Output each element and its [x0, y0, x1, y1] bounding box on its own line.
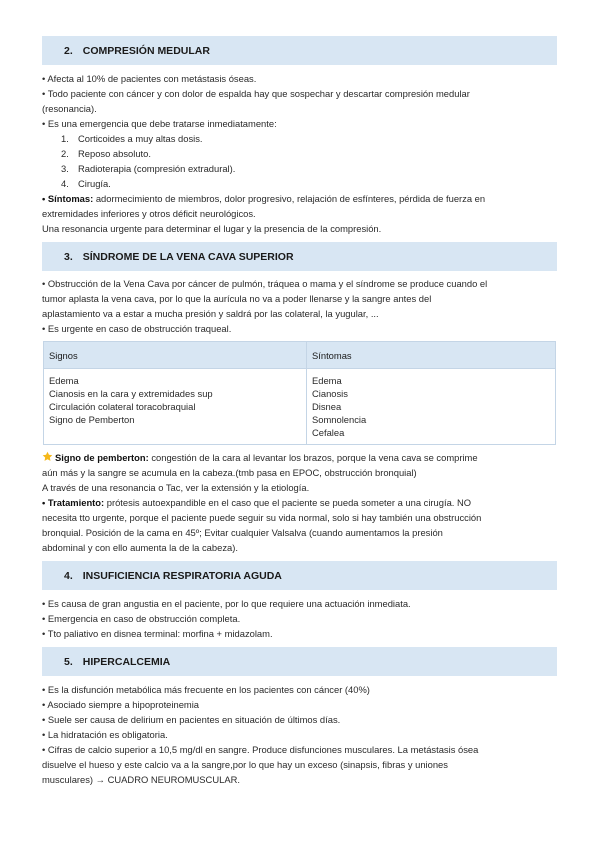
paragraph-line: extremidades inferiores y otros déficit neurológicos. [42, 208, 256, 219]
section-title: COMPRESIÓN MEDULAR [82, 44, 210, 57]
paragraph-line: • Todo paciente con cáncer y con dolor de espalda hay que sospechar y descartar compresión medular [42, 88, 470, 99]
section-number: 4. [64, 569, 73, 582]
table-cell-line: Signo de Pemberton [49, 414, 135, 425]
section-5-body [42, 682, 557, 787]
paragraph-line: • Asociado siempre a hipoproteinemia [42, 699, 200, 710]
section-number: 5. [64, 655, 73, 668]
paragraph-line: • La hidratación es obligatoria. [42, 729, 168, 740]
paragraph-line: A través de una resonancia o Tac, ver la extensión y la etiología. [42, 482, 310, 493]
table-cell-line: Cefalea [312, 427, 345, 438]
sintomas-cell [307, 369, 556, 445]
section-title: HIPERCALCEMIA [82, 655, 171, 668]
table-cell-line: Somnolencia [312, 414, 367, 425]
section-title: SÍNDROME DE LA VENA CAVA SUPERIOR [82, 250, 294, 263]
signos-cell [44, 369, 307, 445]
paragraph-line: • Cifras de calcio superior a 10,5 mg/dl en sangre. Produce disfunciones musculares. La metástasis ósea [42, 744, 479, 755]
treatment-list [42, 131, 557, 191]
section-4-header [42, 561, 557, 590]
list-item: 4. Cirugía. [61, 178, 111, 189]
list-item: 1. Corticoides a muy altas dosis. [61, 133, 203, 144]
paragraph-line: • Es urgente en caso de obstrucción traqueal. [42, 323, 232, 334]
paragraph-line: bronquial. Posición de la cama en 45º; Evitar cualquier Valsalva (cuando aumentamos la presión [42, 527, 443, 538]
section-2-header [42, 36, 557, 65]
section-2-body [42, 71, 557, 236]
star-icon [42, 451, 53, 462]
symptoms-line: • Síntomas: adormecimiento de miembros, dolor progresivo, relajación de esfínteres, pérdida de fuerza en [42, 193, 486, 204]
paragraph-line: tumor aplasta la vena cava, por lo que la aurícula no va a poder llenarse y la sangre antes del [42, 293, 432, 304]
table-cell-line: Cianosis en la cara y extremidades sup [49, 388, 213, 399]
table-header-sintomas: Síntomas [307, 342, 556, 369]
table-cell-line: Circulación colateral toracobraquial [49, 401, 196, 412]
section-title: INSUFICIENCIA RESPIRATORIA AGUDA [82, 569, 282, 582]
paragraph-line: • Es la disfunción metabólica más frecuente en los pacientes con cáncer (40%) [42, 684, 370, 695]
table-cell-line: Disnea [312, 401, 342, 412]
section-3-body [42, 276, 557, 555]
pemberton-line: Signo de pemberton: congestión de la cara al levantar los brazos, porque la vena cava se comprime [42, 450, 557, 465]
paragraph-line: disuelve el hueso y este calcio va a la sangre,por lo que hay un exceso (sinapsis, fibras y uniones [42, 759, 448, 770]
section-3-header [42, 242, 557, 271]
table-header-signos: Signos [44, 342, 307, 369]
paragraph-line: • Afecta al 10% de pacientes con metástasis óseas. [42, 73, 257, 84]
section-number: 3. [64, 250, 73, 263]
section-5-header [42, 647, 557, 676]
section-number: 2. [64, 44, 73, 57]
table-cell-line: Cianosis [312, 388, 348, 399]
list-item: 2. Reposo absoluto. [61, 148, 151, 159]
document-page [42, 36, 557, 787]
paragraph-line: • Es una emergencia que debe tratarse inmediatamente: [42, 118, 277, 129]
paragraph-line: aplastamiento va a estar a mucha presión y saldrá por las colateral, la yugular, ... [42, 308, 379, 319]
paragraph-line: necesita tto urgente, porque el paciente puede seguir su vida normal, solo si hay también una obstrucción [42, 512, 482, 523]
paragraph-line: • Emergencia en caso de obstrucción completa. [42, 613, 241, 624]
paragraph-line: • Suele ser causa de delirium en pacientes en situación de últimos días. [42, 714, 341, 725]
paragraph-line: (resonancia). [42, 103, 97, 114]
signs-symptoms-table [43, 341, 556, 445]
section-4-body [42, 596, 557, 641]
list-item: 3. Radioterapia (compresión extradural). [61, 163, 236, 174]
treatment-line: • Tratamiento: prótesis autoexpandible en el caso que el paciente se pueda someter a una cirugía. NO [42, 497, 472, 508]
paragraph-line: abdominal y con ello aumenta la de la cabeza). [42, 542, 238, 553]
table-cell-line: Edema [49, 375, 79, 386]
paragraph-line: • Obstrucción de la Vena Cava por cáncer de pulmón, tráquea o mama y el síndrome se produce cuando el [42, 278, 488, 289]
paragraph-line: • Es causa de gran angustia en el paciente, por lo que requiere una actuación inmediata. [42, 598, 411, 609]
paragraph-line: musculares) → CUADRO NEUROMUSCULAR. [42, 774, 240, 785]
paragraph-line: • Tto paliativo en disnea terminal: morfina + midazolam. [42, 628, 273, 639]
paragraph-line: Una resonancia urgente para determinar el lugar y la presencia de la compresión. [42, 223, 382, 234]
table-cell-line: Edema [312, 375, 342, 386]
paragraph-line: aún más y la sangre se acumula en la cabeza.(tmb pasa en EPOC, obstrucción bronquial) [42, 467, 417, 478]
